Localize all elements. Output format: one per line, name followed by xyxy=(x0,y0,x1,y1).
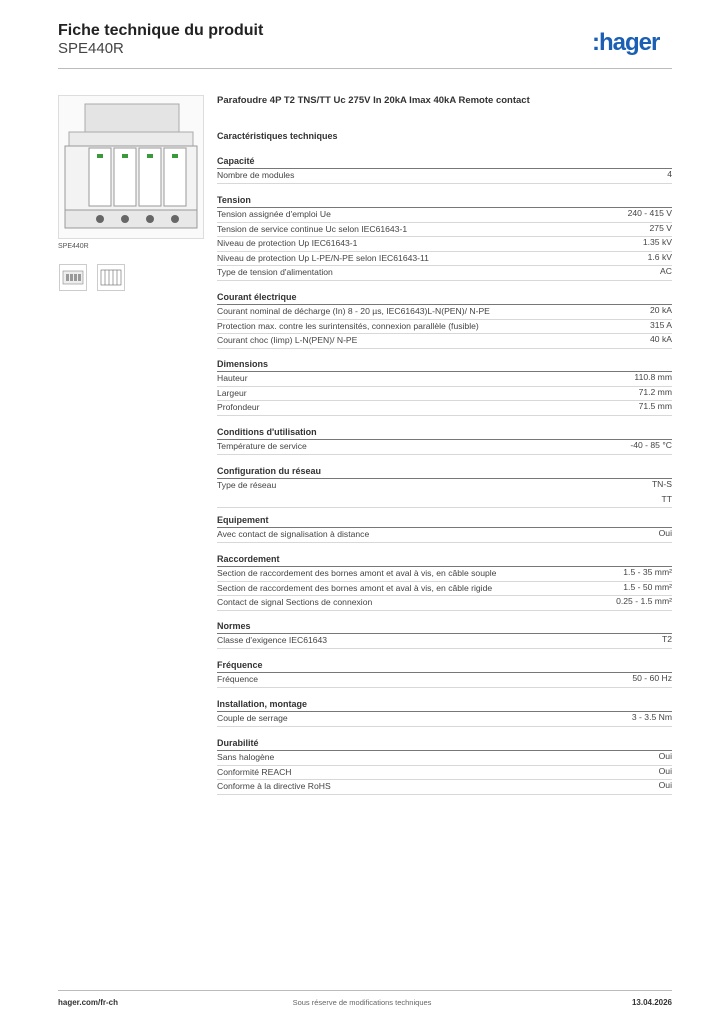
spec-label: Niveau de protection Up IEC61643-1 xyxy=(217,238,358,249)
spec-value: 275 V xyxy=(649,222,672,233)
spec-row xyxy=(217,266,672,281)
spec-row xyxy=(217,305,672,320)
spec-row xyxy=(217,582,672,597)
spec-value: 315 A xyxy=(650,319,672,330)
spec-label: Niveau de protection Up L-PE/N-PE selon IEC61643-11 xyxy=(217,252,429,263)
spec-label: Contact de signal Sections de connexion xyxy=(217,597,373,608)
spec-label: Protection max. contre les surintensités, connexion parallèle (fusible) xyxy=(217,320,479,331)
spec-row xyxy=(217,780,672,795)
spec-row xyxy=(217,567,672,582)
spec-value: 40 kA xyxy=(650,334,672,345)
section-title: Raccordement xyxy=(217,554,280,564)
spec-row xyxy=(217,334,672,349)
spec-value: 50 - 60 Hz xyxy=(632,673,672,683)
spec-label: Largeur xyxy=(217,387,247,398)
spec-label: Conformité REACH xyxy=(217,766,292,777)
product-description: Parafoudre 4P T2 TNS/TT Uc 275V In 20kA Imax 40kA Remote contact xyxy=(217,95,530,106)
spec-label: Hauteur xyxy=(217,373,248,383)
spec-value: 1.5 - 35 mm² xyxy=(623,567,672,577)
spec-label: Profondeur xyxy=(217,402,260,413)
spec-label: Avec contact de signalisation à distance xyxy=(217,529,370,539)
product-image xyxy=(58,95,204,239)
spec-value: 4 xyxy=(667,169,672,179)
footer-date: 13.04.2026 xyxy=(631,998,672,1007)
spec-value: 71.2 mm xyxy=(638,386,672,397)
spec-value: 71.5 mm xyxy=(638,401,672,412)
spec-value: AC xyxy=(660,266,672,277)
spec-row xyxy=(217,169,672,184)
spec-value: 0.25 - 1.5 mm² xyxy=(616,596,672,607)
section-title: Normes xyxy=(217,621,251,631)
spec-value: 240 - 415 V xyxy=(627,208,672,218)
spec-row xyxy=(217,634,672,649)
spec-value: 20 kA xyxy=(650,305,672,315)
spec-value: Oui xyxy=(658,780,672,791)
specs-heading: Caractéristiques techniques xyxy=(217,131,338,141)
spec-label: Courant choc (Iimp) L-N(PEN)/ N-PE xyxy=(217,335,358,346)
section-title: Courant électrique xyxy=(217,292,297,302)
thumbnail-dimensions[interactable] xyxy=(97,264,125,291)
spec-value: 1.5 - 50 mm² xyxy=(623,581,672,592)
section-title: Equipement xyxy=(217,515,269,525)
thumbnail-dimensions-icon xyxy=(98,265,124,290)
section-title: Tension xyxy=(217,195,251,205)
spec-row xyxy=(217,237,672,252)
product-image-caption: SPE440R xyxy=(58,243,89,250)
section-title: Conditions d'utilisation xyxy=(217,427,317,437)
footer-disclaimer: Sous réserve de modifications techniques xyxy=(292,998,432,1007)
spec-row xyxy=(217,223,672,238)
spec-label: Nombre de modules xyxy=(217,170,295,180)
spec-row xyxy=(217,387,672,402)
spec-label: Tension de service continue Uc selon IEC61643-1 xyxy=(217,223,408,234)
hager-logo-text: :hager xyxy=(592,29,660,56)
section-title: Installation, montage xyxy=(217,699,308,709)
section-title: Dimensions xyxy=(217,359,269,369)
spec-value: 110.8 mm xyxy=(634,372,672,382)
spec-row xyxy=(217,712,672,727)
footer-divider xyxy=(58,990,672,991)
spec-label: Fréquence xyxy=(217,674,259,684)
spec-label: Classe d'exigence IEC61643 xyxy=(217,635,328,645)
spec-label: Type de réseau xyxy=(217,480,277,490)
page-title: Fiche technique du produit xyxy=(58,22,264,39)
spec-value: Oui xyxy=(658,751,672,761)
section-title: Fréquence xyxy=(217,660,263,670)
spec-row xyxy=(217,320,672,335)
spec-row xyxy=(217,372,672,387)
spec-label: Type de tension d'alimentation xyxy=(217,267,333,278)
spec-label: Conforme à la directive RoHS xyxy=(217,781,331,792)
spec-value: Oui xyxy=(658,765,672,776)
spec-row xyxy=(217,596,672,611)
spec-value: Oui xyxy=(658,528,672,538)
section-title: Durabilité xyxy=(217,738,259,748)
footer-website-link[interactable]: hager.com/fr-ch xyxy=(58,998,119,1007)
spec-row xyxy=(217,440,672,455)
spec-label: Section de raccordement des bornes amont et aval à vis, en câble souple xyxy=(217,568,497,578)
spec-value: T2 xyxy=(661,634,672,644)
spec-label: Tension assignée d'emploi Ue xyxy=(217,209,331,219)
spec-row xyxy=(217,401,672,416)
spec-value: 1.6 kV xyxy=(647,251,672,262)
spec-label: Section de raccordement des bornes amont et aval à vis, en câble rigide xyxy=(217,582,493,593)
spec-row xyxy=(217,766,672,781)
section-title: Configuration du réseau xyxy=(217,466,322,476)
spec-label: Courant nominal de décharge (In) 8 - 20 µs, IEC61643)L-N(PEN)/ N-PE xyxy=(217,306,490,316)
spec-row xyxy=(217,528,672,543)
spec-row xyxy=(217,751,672,766)
hager-logo xyxy=(592,28,674,58)
spec-value: -40 - 85 °C xyxy=(630,440,672,450)
spec-value: 3 - 3.5 Nm xyxy=(631,712,672,722)
spec-label: Couple de serrage xyxy=(217,713,288,723)
spec-row xyxy=(217,208,672,223)
thumbnail-front[interactable] xyxy=(59,264,87,291)
surge-protector-illustration xyxy=(59,96,203,238)
spec-row xyxy=(217,479,672,508)
spec-label: Sans halogène xyxy=(217,752,275,762)
spec-value: TN-S TT xyxy=(651,479,672,504)
spec-label: Température de service xyxy=(217,441,307,451)
thumbnail-front-icon xyxy=(60,265,86,290)
spec-row xyxy=(217,673,672,688)
product-reference: SPE440R xyxy=(58,40,124,57)
section-title: Capacité xyxy=(217,156,255,166)
spec-row xyxy=(217,252,672,267)
spec-value: 1.35 kV xyxy=(642,237,672,248)
header-divider xyxy=(58,68,672,69)
